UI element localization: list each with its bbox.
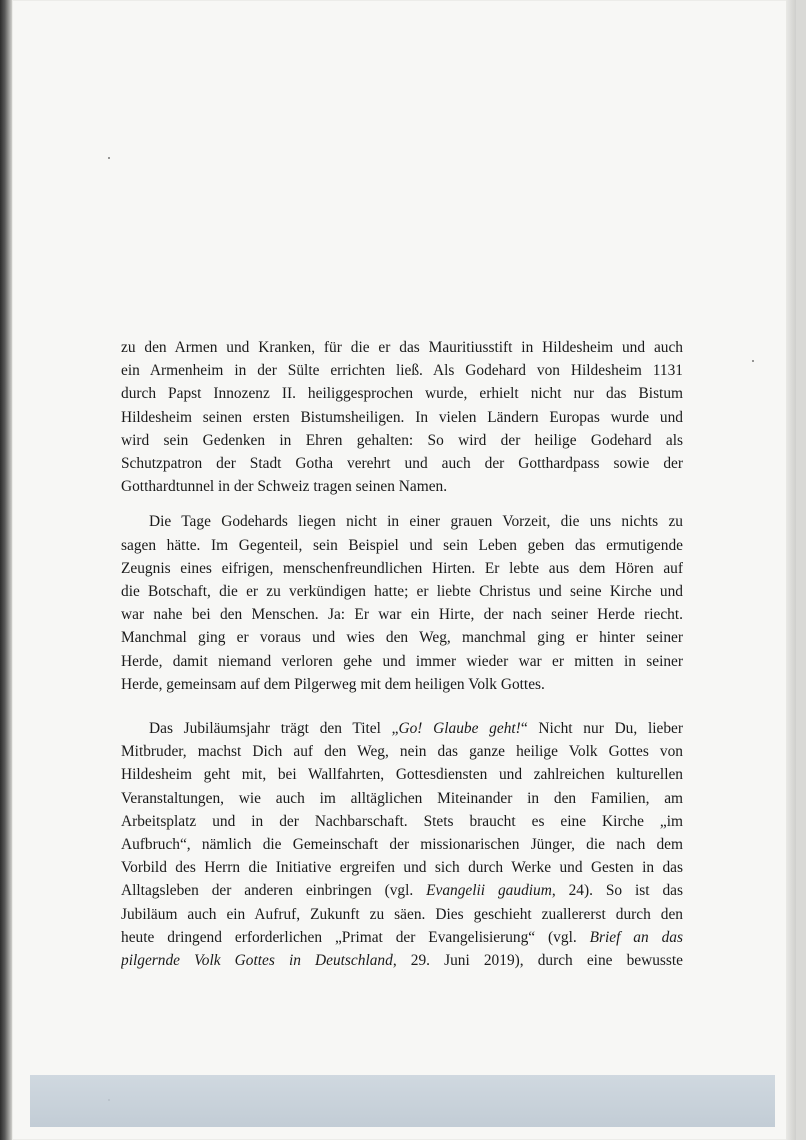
text-run: Das Jubiläumsjahr trägt den Titel „ [149,720,399,738]
text-line: war nahe bei den Menschen. Ja: Er war ein Hirte, der nach seiner Herde riecht. [121,606,683,624]
italic-citation: Evangelii gaudium [426,882,552,900]
text-line: wird sein Gedenken in Ehren gehalten: So wird der heilige Godehard als [121,431,683,449]
text-line: Vorbild des Herrn die Initiative ergreifen und sich durch Werke und Gesten in das [121,859,683,877]
paragraph-2 [121,510,683,696]
text-run: heute dringend erforderlichen „Primat der Evangelisierung“ (vgl. [121,928,590,946]
text-line: Zeugnis eines eifrigen, menschenfreundlichen Hirten. Er lebte aus dem Hören auf [121,559,683,577]
text-line: Arbeitsplatz und in der Nachbarschaft. Stets braucht es eine Kirche „im [121,812,683,830]
text-run: “ Nicht nur Du, lieber [520,720,683,738]
text-line: zu den Armen und Kranken, für die er das Mauritiusstift in Hildesheim und auch [121,339,683,356]
paragraph-1 [121,336,683,498]
text-line: Jubiläum auch ein Aufruf, Zukunft zu säen. Dies geschieht zuallererst durch den [121,905,683,923]
italic-citation: pilgernde Volk Gottes in Deutschland [121,952,393,970]
text-run: , 29. Juni 2019), durch eine bewusste [392,952,683,970]
paragraph-3 [121,717,683,972]
scan-bottom-band [30,1075,775,1127]
text-line: Die Tage Godehards liegen nicht in einer grauen Vorzeit, die uns nichts zu [149,513,683,531]
scan-speck [752,360,754,362]
text-line: Veranstaltungen, wie auch im alltäglichen Miteinander in den Familien, am [121,789,683,807]
text-line: Herde, gemeinsam auf dem Pilgerweg mit dem heiligen Volk Gottes. [121,675,545,693]
text-line: Manchmal ging er voraus und wies den Weg, manchmal ging er hinter seiner [121,629,683,647]
scan-right-edge [786,0,796,1140]
scan-left-shadow [0,0,12,1140]
scan-speck [108,157,110,159]
text-line [121,949,683,972]
text-line: Herde, damit niemand verloren gehe und immer wieder war er mitten in seiner [121,652,683,670]
text-line [121,717,683,740]
text-line: Schutzpatron der Stadt Gotha verehrt und auch der Gotthardpass sowie der [121,455,683,473]
italic-title: Go! Glaube geht! [398,720,521,738]
text-line: Hildesheim geht mit, bei Wallfahrten, Gottesdiensten und zahlreichen kulturellen [121,766,683,784]
text-line: Gotthardtunnel in der Schweiz tragen seinen Namen. [121,478,448,496]
text-line [121,879,683,902]
text-run: , 24). So ist das [551,882,683,900]
text-line [121,926,683,949]
text-line: Aufbruch“, nämlich die Gemeinschaft der missionarischen Jünger, die nach dem [121,836,683,854]
text-line: die Botschaft, die er zu verkündigen hatte; er liebte Christus und seine Kirche und [121,583,683,601]
text-line: sagen hätte. Im Gegenteil, sein Beispiel und sein Leben geben das ermutigende [121,536,683,554]
italic-citation: Brief an das [589,928,683,946]
text-line: Mitbruder, machst Dich auf den Weg, nein das ganze heilige Volk Gottes von [121,743,683,761]
text-run: Alltagsleben der anderen einbringen (vgl. [121,882,427,900]
text-line: durch Papst Innozenz II. heiliggesprochen wurde, erhielt nicht nur das Bistum [121,385,683,403]
text-line: Hildesheim seinen ersten Bistumsheiligen. In vielen Ländern Europas wurde und [121,408,683,426]
body-text [121,336,683,972]
text-line: ein Armenheim in der Sülte errichten ließ. Als Godehard von Hildesheim 1131 [121,362,683,380]
